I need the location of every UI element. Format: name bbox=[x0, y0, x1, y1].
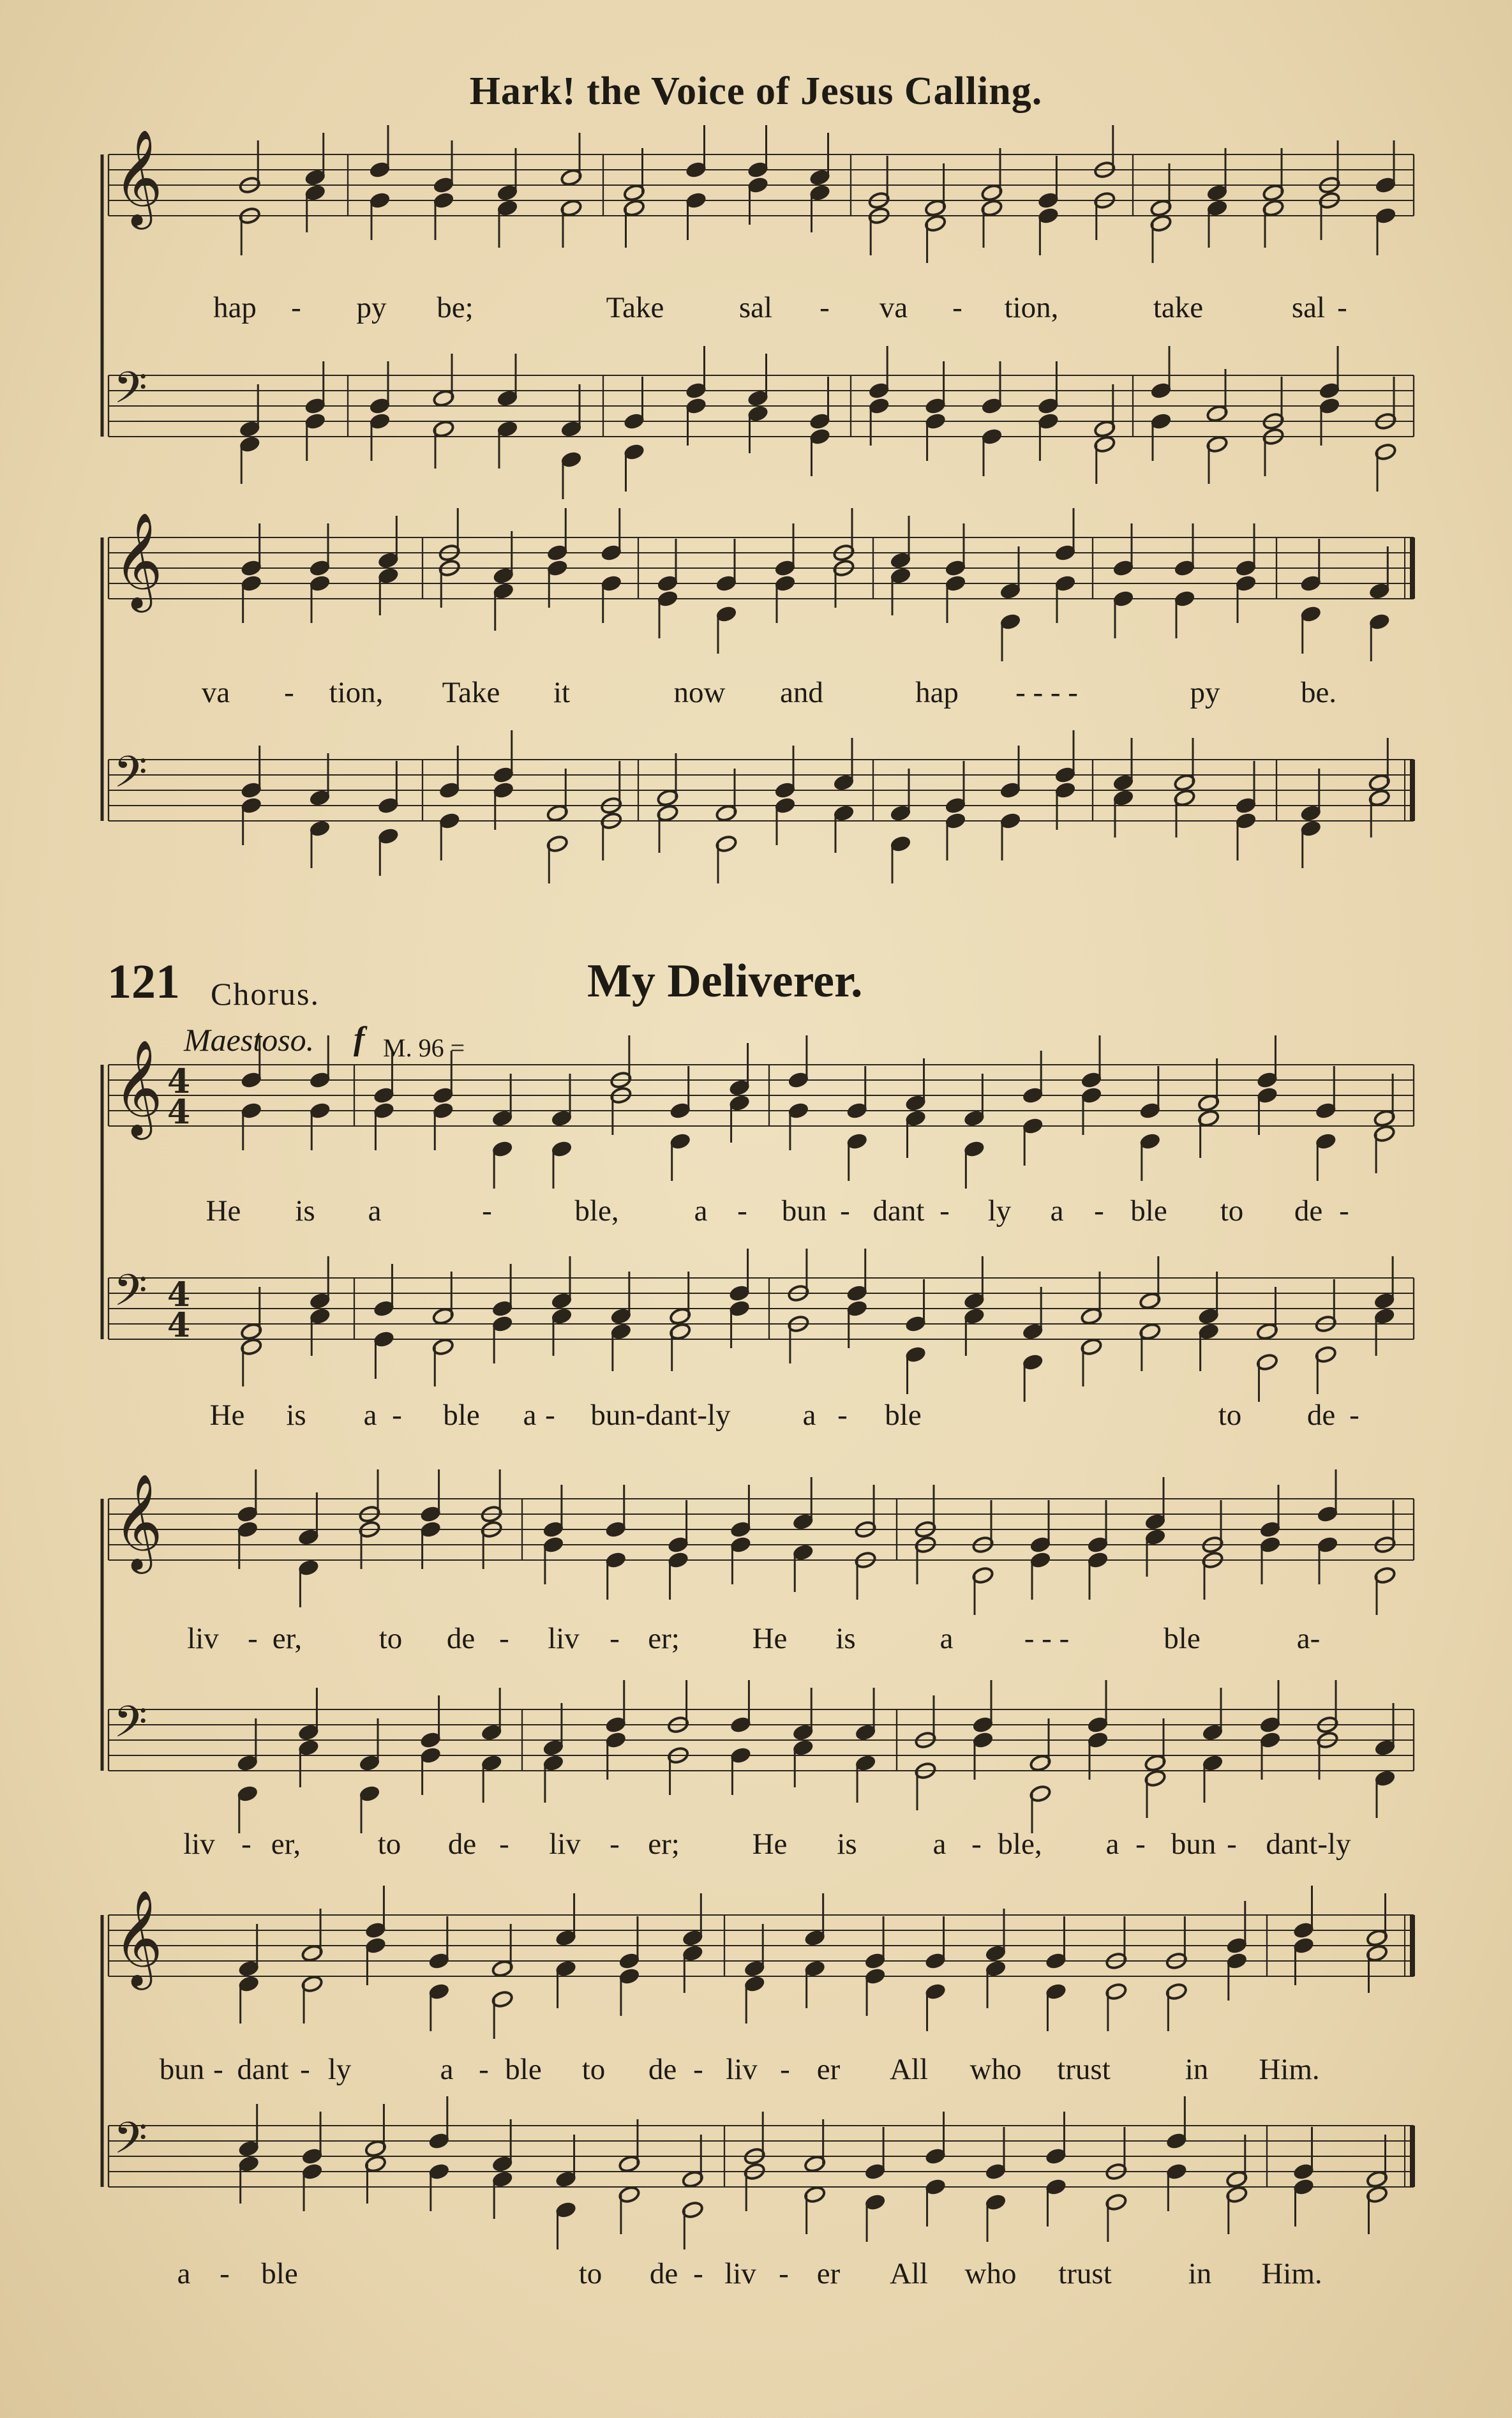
syllable: - bbox=[780, 2053, 790, 2086]
syllable: liv bbox=[726, 2053, 758, 2086]
syllable: Take bbox=[606, 291, 664, 324]
final-barline bbox=[1410, 1915, 1415, 1976]
syllable: - bbox=[1349, 1399, 1359, 1432]
syllable: liv bbox=[549, 1828, 581, 1861]
syllable: - bbox=[241, 1828, 251, 1861]
treble-clef-icon: 𝄞 bbox=[114, 1039, 163, 1136]
syllable: er, bbox=[271, 1828, 301, 1861]
syllable: dant bbox=[237, 2053, 289, 2086]
final-barline bbox=[1410, 760, 1415, 821]
syllable: - bbox=[939, 1194, 950, 1228]
syllable: to bbox=[377, 1828, 401, 1861]
syllable: to bbox=[1218, 1399, 1242, 1432]
treble-clef-icon: 𝄞 bbox=[114, 1889, 163, 1986]
syllable: - bbox=[291, 291, 301, 324]
final-barline bbox=[1410, 537, 1415, 599]
syllable: to bbox=[378, 1622, 403, 1655]
syllable: - bbox=[499, 1828, 509, 1861]
syllable: er bbox=[816, 2257, 841, 2290]
syllable: Take bbox=[442, 676, 500, 709]
syllable: a bbox=[939, 1622, 954, 1655]
syllable: sal bbox=[1291, 291, 1326, 324]
syllable: - bbox=[1227, 1828, 1237, 1861]
section-label: Chorus. bbox=[211, 976, 320, 1012]
syllable: hap bbox=[915, 676, 959, 709]
bass-clef-icon: 𝄢 bbox=[114, 1266, 147, 1326]
syllable: Him. bbox=[1261, 2257, 1322, 2290]
syllable: ble bbox=[443, 1399, 480, 1432]
syllable: He bbox=[752, 1622, 788, 1655]
syllable: trust bbox=[1057, 2053, 1111, 2086]
syllable: - bbox=[545, 1399, 555, 1432]
syllable: a bbox=[523, 1399, 537, 1432]
syllable: va bbox=[879, 291, 908, 324]
syllable: - bbox=[213, 2053, 223, 2086]
syllable: er; bbox=[648, 1828, 680, 1861]
piece-title: Hark! the Voice of Jesus Calling. bbox=[469, 70, 1043, 113]
syllable: bun bbox=[1171, 1828, 1216, 1861]
syllable: sal bbox=[738, 291, 773, 324]
final-barline bbox=[1410, 2126, 1415, 2187]
lyric-line bbox=[0, 1398, 1512, 1436]
syllable: - bbox=[693, 2257, 703, 2290]
syllable: de bbox=[1306, 1399, 1336, 1432]
syllable: ly bbox=[987, 1194, 1012, 1228]
lyric-line bbox=[0, 1194, 1512, 1232]
syllable: hap bbox=[213, 291, 257, 324]
syllable: - bbox=[837, 1399, 848, 1432]
syllable: - bbox=[1094, 1194, 1104, 1228]
syllable: ble, bbox=[998, 1828, 1042, 1861]
syllable: now bbox=[673, 676, 726, 709]
syllable: - bbox=[284, 676, 294, 709]
syllable: tion, bbox=[329, 676, 384, 709]
bass-clef-icon: 𝄢 bbox=[114, 747, 147, 808]
syllable: it bbox=[553, 676, 571, 709]
syllable: ble bbox=[261, 2257, 298, 2290]
syllable: He bbox=[206, 1194, 241, 1228]
hymn-title: My Deliverer. bbox=[587, 955, 863, 1007]
syllable: - bbox=[1337, 291, 1347, 324]
bass-clef-icon: 𝄢 bbox=[114, 1697, 147, 1758]
time-signature: 4 bbox=[167, 1062, 191, 1101]
treble-clef-icon: 𝄞 bbox=[114, 128, 163, 225]
hymn-number: 121 bbox=[107, 955, 180, 1009]
syllable: liv bbox=[187, 1622, 219, 1655]
syllable: - bbox=[1135, 1828, 1146, 1861]
syllable: be; bbox=[437, 291, 474, 324]
syllable: bun-dant-ly bbox=[590, 1399, 731, 1432]
syllable: dant bbox=[872, 1194, 925, 1228]
syllable: and bbox=[780, 676, 823, 709]
syllable: ble, bbox=[574, 1194, 619, 1228]
lyric-line bbox=[0, 1621, 1512, 1660]
lyric-line bbox=[0, 2052, 1512, 2091]
syllable: a bbox=[177, 2257, 191, 2290]
syllable: py bbox=[356, 291, 387, 324]
syllable: - bbox=[610, 1828, 620, 1861]
syllable: - bbox=[1339, 1194, 1349, 1228]
syllable: bun bbox=[159, 2053, 205, 2086]
syllable: - bbox=[693, 2053, 703, 2086]
syllable: who bbox=[969, 2053, 1022, 2086]
lyric-line bbox=[0, 675, 1512, 714]
syllable: - bbox=[392, 1399, 402, 1432]
lyric-line bbox=[0, 1827, 1512, 1865]
syllable: va bbox=[201, 676, 230, 709]
syllable: be. bbox=[1300, 676, 1337, 709]
syllable: He bbox=[752, 1828, 788, 1861]
syllable: er, bbox=[272, 1622, 303, 1655]
syllable: - bbox=[482, 1194, 492, 1228]
time-signature: 4 bbox=[167, 1275, 191, 1314]
time-signature: 4 bbox=[167, 1093, 191, 1132]
syllable: tion, bbox=[1004, 291, 1059, 324]
syllable: liv bbox=[183, 1828, 215, 1861]
syllable: to bbox=[578, 2257, 603, 2290]
syllable: - bbox=[737, 1194, 747, 1228]
syllable: er; bbox=[648, 1622, 680, 1655]
syllable: liv bbox=[548, 1622, 580, 1655]
syllable: de bbox=[649, 2257, 678, 2290]
syllable: He bbox=[209, 1399, 245, 1432]
syllable: - bbox=[820, 291, 830, 324]
bass-clef-icon: 𝄢 bbox=[114, 363, 147, 424]
syllable: de bbox=[447, 1828, 477, 1861]
syllable: - bbox=[779, 2257, 789, 2290]
syllable: ble bbox=[1164, 1622, 1201, 1655]
syllable: - bbox=[840, 1194, 850, 1228]
syllable: a bbox=[802, 1399, 816, 1432]
syllable: trust bbox=[1058, 2257, 1112, 2290]
syllable: de bbox=[446, 1622, 475, 1655]
syllable: - bbox=[499, 1622, 509, 1655]
syllable: a bbox=[1105, 1828, 1119, 1861]
syllable: bun bbox=[781, 1194, 827, 1228]
syllable: All bbox=[889, 2053, 929, 2086]
syllable: in bbox=[1185, 2053, 1209, 2086]
syllable: ly bbox=[327, 2053, 352, 2086]
syllable: ble bbox=[885, 1399, 922, 1432]
syllable: de bbox=[648, 2053, 677, 2086]
syllable: is bbox=[837, 1828, 857, 1861]
syllable: to bbox=[581, 2053, 606, 2086]
syllable: ble bbox=[505, 2053, 542, 2086]
syllable: - bbox=[971, 1828, 982, 1861]
syllable: a bbox=[440, 2053, 454, 2086]
syllable: ble bbox=[1130, 1194, 1167, 1228]
syllable: er bbox=[816, 2053, 841, 2086]
tempo-marking: Maestoso. bbox=[184, 1022, 315, 1058]
syllable: - bbox=[479, 2053, 489, 2086]
syllable: in bbox=[1188, 2257, 1212, 2290]
syllable: is bbox=[835, 1622, 856, 1655]
syllable: - bbox=[610, 1622, 620, 1655]
syllable: de bbox=[1294, 1194, 1323, 1228]
lyric-line bbox=[0, 290, 1512, 329]
syllable: Him. bbox=[1259, 2053, 1320, 2086]
syllable: dant-ly bbox=[1266, 1828, 1351, 1861]
syllable: a bbox=[932, 1828, 947, 1861]
syllable: a bbox=[1050, 1194, 1064, 1228]
syllable: - bbox=[952, 291, 962, 324]
syllable: is bbox=[286, 1399, 306, 1432]
syllable: py bbox=[1190, 676, 1220, 709]
dynamic-marking: f bbox=[354, 1021, 365, 1057]
syllable: - - - bbox=[1024, 1622, 1070, 1655]
syllable: to bbox=[1220, 1194, 1244, 1228]
treble-clef-icon: 𝄞 bbox=[114, 511, 163, 608]
treble-clef-icon: 𝄞 bbox=[114, 1473, 163, 1570]
syllable: a bbox=[368, 1194, 382, 1228]
syllable: a bbox=[363, 1399, 377, 1432]
syllable: - bbox=[248, 1622, 258, 1655]
syllable: liv bbox=[724, 2257, 756, 2290]
metronome-marking: M. 96 = bbox=[383, 1033, 465, 1062]
lyric-line bbox=[0, 2257, 1512, 2295]
bass-clef-icon: 𝄢 bbox=[114, 2114, 147, 2174]
syllable: a bbox=[694, 1194, 708, 1228]
syllable: take bbox=[1153, 291, 1204, 324]
syllable: - - - - bbox=[1015, 676, 1078, 709]
syllable: - bbox=[220, 2257, 230, 2290]
syllable: who bbox=[964, 2257, 1017, 2290]
syllable: - bbox=[300, 2053, 310, 2086]
time-signature: 4 bbox=[167, 1306, 191, 1345]
syllable: is bbox=[295, 1194, 315, 1228]
syllable: a- bbox=[1296, 1622, 1321, 1655]
syllable: All bbox=[889, 2257, 929, 2290]
